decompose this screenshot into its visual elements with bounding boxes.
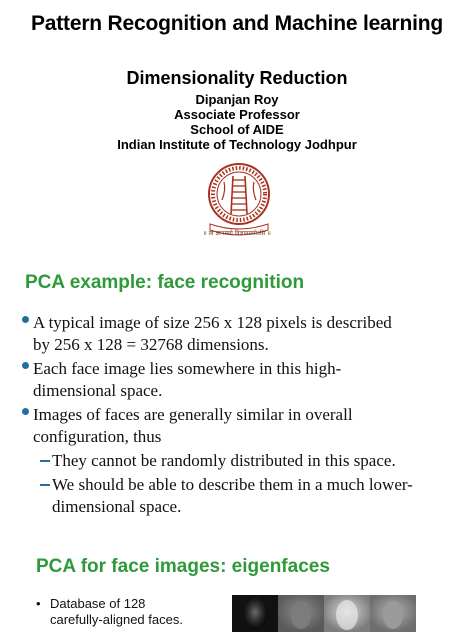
bullet-line: Images of faces are generally similar in overall bbox=[33, 405, 353, 424]
eigenface-images bbox=[232, 595, 416, 632]
bullet-line: configuration, thus bbox=[33, 427, 162, 446]
bullet-line: carefully-aligned faces. bbox=[50, 612, 183, 627]
sub-bullet-line: dimensional space. bbox=[52, 497, 182, 516]
slide-title: PCA example: face recognition bbox=[25, 272, 305, 293]
sub-bullet-item bbox=[40, 450, 460, 472]
bullet-item bbox=[22, 312, 462, 356]
sub-bullet-line: They cannot be randomly distributed in this space. bbox=[52, 451, 396, 470]
lecture-subtitle: Dimensionality Reduction bbox=[126, 68, 348, 88]
bullet-line: A typical image of size 256 x 128 pixels is described bbox=[33, 313, 392, 332]
bullet-line: Database of 128 bbox=[50, 596, 146, 611]
title-slide bbox=[0, 0, 474, 255]
author-position: Associate Professor bbox=[174, 107, 300, 122]
bullet-dot-icon bbox=[22, 362, 29, 369]
dash-icon bbox=[40, 484, 50, 486]
pca-example-slide bbox=[0, 262, 474, 542]
eigenfaces-slide bbox=[0, 548, 474, 632]
author-name: Dipanjan Roy bbox=[195, 92, 279, 107]
dash-icon bbox=[40, 460, 50, 462]
slide-title: PCA for face images: eigenfaces bbox=[36, 556, 330, 577]
bullet-item bbox=[22, 404, 462, 448]
iit-jodhpur-logo-icon bbox=[204, 160, 274, 240]
course-title: Pattern Recognition and Machine learning bbox=[30, 12, 444, 35]
author-institute: Indian Institute of Technology Jodhpur bbox=[117, 137, 357, 152]
bullet-line: dimensional space. bbox=[33, 381, 163, 400]
bullet-dot-icon: • bbox=[36, 596, 41, 611]
author-school: School of AIDE bbox=[190, 122, 284, 137]
bullet-line: by 256 x 128 = 32768 dimensions. bbox=[33, 335, 269, 354]
sub-bullet-item bbox=[40, 474, 460, 518]
bullet-item bbox=[22, 358, 462, 402]
logo-motto: ॥ त्वं ज्ञानमयो विज्ञानमयोऽसि ॥ bbox=[203, 230, 271, 237]
sub-bullet-line: We should be able to describe them in a much lower- bbox=[52, 475, 413, 494]
bullet-dot-icon bbox=[22, 316, 29, 323]
bullet-dot-icon bbox=[22, 408, 29, 415]
bullet-line: Each face image lies somewhere in this high- bbox=[33, 359, 342, 378]
